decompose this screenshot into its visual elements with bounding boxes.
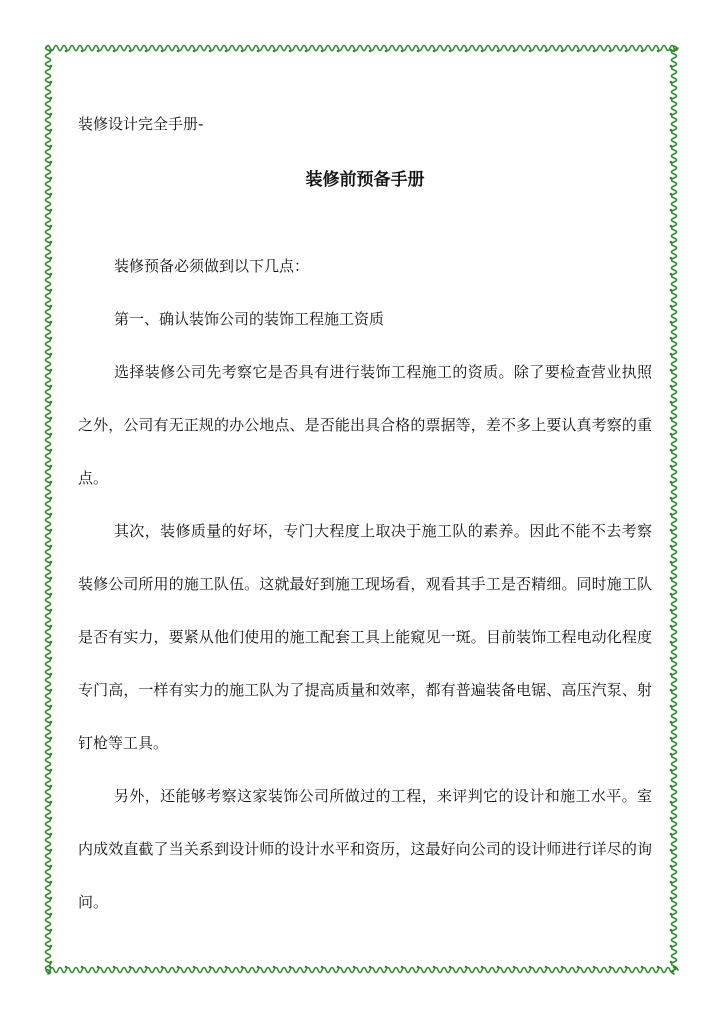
paragraph-section-heading: 第一、确认装饰公司的装饰工程施工资质 — [114, 310, 385, 328]
paragraph-qualification: 选择装修公司先考察它是否具有进行装饰工程施工的资质。除了要检查营业执照之外，公司有无正规的办公地点、是否能出具合格的票据等，差不多上要认真考察的重点。 — [78, 363, 652, 487]
paragraph-intro: 装修预备必须做到以下几点： — [114, 257, 310, 275]
document-body — [78, 240, 652, 929]
paragraph-construction-team: 其次，装修质量的好坏，专门大程度上取决于施工队的素养。因此不能不去考察装修公司所用的施工队伍。这就最好到施工现场看，观看其手工是否精细。同时施工队是否有实力，要紧从他们使用的施工配套工具上能窥见一斑。目前装饰工程电动化程度专门高，一样有实力的施工队为了提高质量和效率，都有普遍装备电锯、高压汽泵、射钉枪等工具。 — [78, 522, 652, 752]
document-header: 装修设计完全手册- — [78, 115, 204, 133]
document-page — [78, 0, 652, 1024]
paragraph-design-level: 另外，还能够考察这家装饰公司所做过的工程，来评判它的设计和施工水平。室内成效直截了当关系到设计师的设计水平和资历，这最好向公司的设计师进行详尽的询问。 — [78, 787, 652, 911]
document-title: 装修前预备手册 — [305, 170, 425, 190]
